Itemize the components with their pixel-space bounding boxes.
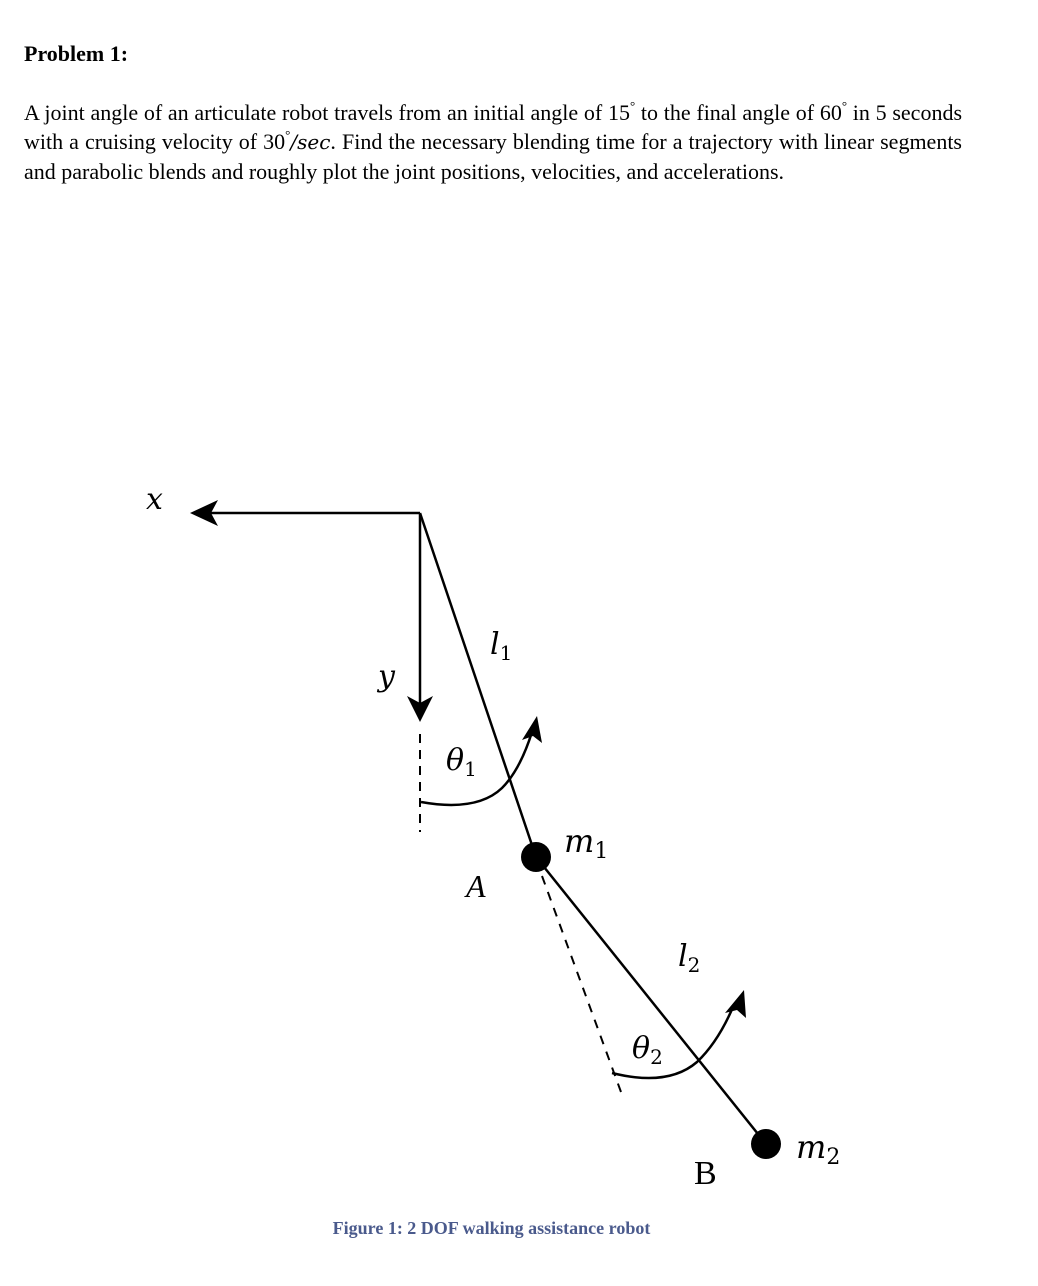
- theta2-label: θ2: [632, 1031, 663, 1069]
- velocity-unit: /sec: [290, 130, 331, 154]
- problem-text-part3: in 5 seconds with a cruising velocity of 30: [24, 100, 963, 154]
- end-point-b-mass-m2: [751, 1129, 781, 1159]
- joint-a-label: A: [466, 868, 486, 904]
- theta1-arrowhead: [522, 716, 542, 743]
- theta2-arrowhead: [725, 990, 746, 1018]
- degree-symbol-2: °: [841, 98, 848, 113]
- problem-text-part2: to the final angle of 60: [635, 100, 842, 125]
- degree-symbol-3: °: [285, 127, 291, 142]
- problem-text-part4: . Find the necessary blending time for a trajectory with linear segments and parabolic blends and roughly plot the joint positions, velocities, and accelerations.: [24, 129, 962, 184]
- theta2-arc: [612, 1007, 733, 1078]
- figure-caption: Figure 1: 2 DOF walking assistance robot: [332, 1218, 651, 1238]
- link-l2: [536, 857, 766, 1144]
- x-axis-label: x: [146, 482, 163, 517]
- end-point-b-label: B: [694, 1155, 717, 1192]
- theta1-label: θ1: [446, 743, 477, 781]
- problem-text-part1: A joint angle of an articulate robot travels from an initial angle of 15: [24, 100, 630, 125]
- m1-label: m1: [564, 822, 609, 864]
- degree-symbol-1: °: [629, 98, 636, 113]
- problem-heading: Problem 1:: [24, 41, 129, 66]
- l1-extension-dashed: [542, 876, 621, 1092]
- l2-label: l2: [678, 939, 701, 977]
- l1-label: l1: [490, 627, 513, 665]
- m2-label: m2: [796, 1128, 841, 1170]
- y-axis-label: y: [378, 659, 395, 694]
